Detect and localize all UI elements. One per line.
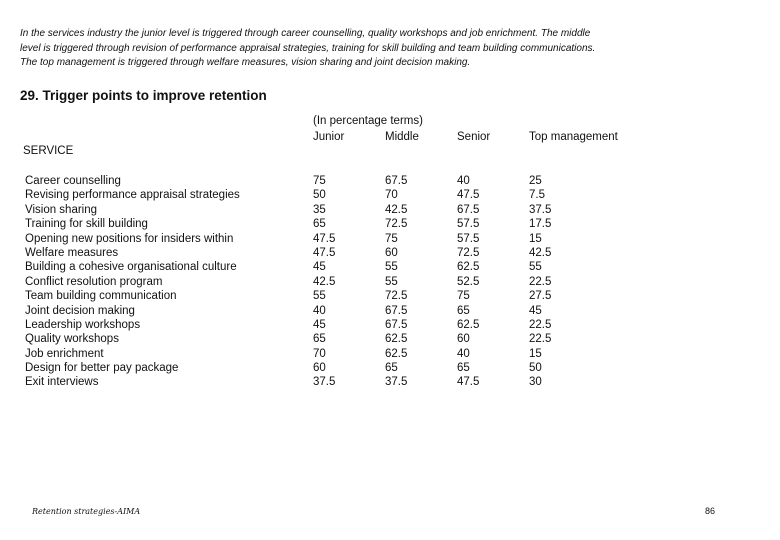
- junior-values-column: [313, 174, 335, 390]
- table-cell: 40: [313, 304, 326, 317]
- row-label: Training for skill building: [25, 218, 148, 231]
- table-cell: 42.5: [313, 275, 336, 288]
- table-cell: 37.5: [529, 203, 552, 216]
- table-cell: 47.5: [313, 232, 336, 245]
- table-cell: 60: [385, 246, 398, 259]
- table-cell: 52.5: [457, 275, 480, 288]
- senior-values-column: [457, 174, 479, 390]
- table-cell: 72.5: [457, 246, 480, 259]
- table-cell: 65: [385, 362, 398, 375]
- table-cell: 62.5: [457, 261, 480, 274]
- table-cell: 15: [529, 347, 542, 360]
- table-cell: 62.5: [385, 347, 408, 360]
- table-cell: 7.5: [529, 189, 545, 202]
- intro-line: In the services industry the junior level is triggered through career counselling, quality workshops and job enrichment. The middle: [20, 28, 591, 39]
- table-cell: 57.5: [457, 232, 480, 245]
- row-label: Vision sharing: [25, 203, 98, 216]
- table-cell: 47.5: [457, 376, 480, 389]
- table-cell: 65: [313, 218, 326, 231]
- table-cell: 30: [529, 376, 542, 389]
- table-cell: 47.5: [457, 189, 480, 202]
- column-header-junior: Junior: [313, 131, 345, 143]
- table-cell: 67.5: [385, 304, 408, 317]
- row-label: Exit interviews: [25, 376, 99, 389]
- table-cell: 42.5: [529, 246, 552, 259]
- table-cell: 65: [457, 362, 470, 375]
- table-cell: 75: [457, 290, 470, 303]
- row-labels-column: [25, 174, 240, 390]
- table-cell: 50: [313, 189, 326, 202]
- table-cell: 42.5: [385, 203, 408, 216]
- table-cell: 45: [313, 261, 326, 274]
- row-label: Team building communication: [25, 290, 177, 303]
- table-cell: 22.5: [529, 275, 552, 288]
- row-label: Conflict resolution program: [25, 275, 163, 288]
- table-cell: 62.5: [457, 318, 480, 331]
- table-subheader: (In percentage terms): [313, 115, 423, 127]
- table-cell: 55: [385, 261, 398, 274]
- row-label: Welfare measures: [25, 246, 119, 259]
- table-cell: 67.5: [385, 318, 408, 331]
- table-cell: 65: [313, 333, 326, 346]
- table-cell: 60: [313, 362, 326, 375]
- page-number: 86: [705, 506, 716, 516]
- table-cell: 40: [457, 347, 470, 360]
- table-cell: 75: [385, 232, 398, 245]
- table-cell: 75: [313, 175, 326, 187]
- table-cell: 37.5: [313, 376, 336, 389]
- column-header-top-management: Top management: [529, 131, 618, 143]
- middle-values-column: [385, 174, 407, 390]
- table-cell: 62.5: [385, 333, 408, 346]
- intro-paragraph: [20, 27, 720, 71]
- column-header-middle: Middle: [385, 131, 419, 143]
- table-cell: 55: [529, 261, 542, 274]
- table-cell: 22.5: [529, 318, 552, 331]
- table-cell: 57.5: [457, 218, 480, 231]
- table-cell: 70: [313, 347, 326, 360]
- row-label: Design for better pay package: [25, 362, 179, 375]
- top-management-values-column: [529, 174, 551, 390]
- table-cell: 45: [313, 318, 326, 331]
- row-label: Joint decision making: [25, 304, 135, 317]
- table-cell: 55: [313, 290, 326, 303]
- table-cell: 40: [457, 175, 470, 187]
- table-cell: 25: [529, 175, 542, 187]
- section-label: SERVICE: [23, 145, 74, 157]
- section-heading: 29. Trigger points to improve retention: [20, 88, 267, 103]
- table-cell: 35: [313, 203, 326, 216]
- table-cell: 22.5: [529, 333, 552, 346]
- table-cell: 67.5: [457, 203, 480, 216]
- row-label: Job enrichment: [25, 347, 104, 360]
- row-label: Career counselling: [25, 175, 121, 187]
- table-cell: 72.5: [385, 290, 408, 303]
- table-cell: 37.5: [385, 376, 408, 389]
- table-cell: 55: [385, 275, 398, 288]
- intro-line: The top management is triggered through welfare measures, vision sharing and joint decision making.: [20, 57, 471, 68]
- row-label: Quality workshops: [25, 333, 119, 346]
- footer-source: Retention strategies-AIMA: [32, 507, 141, 516]
- row-label: Building a cohesive organisational culture: [25, 261, 237, 274]
- table-cell: 45: [529, 304, 542, 317]
- table-cell: 65: [457, 304, 470, 317]
- table-cell: 72.5: [385, 218, 408, 231]
- column-header-senior: Senior: [457, 131, 491, 143]
- table-cell: 27.5: [529, 290, 552, 303]
- intro-line: level is triggered through revision of performance appraisal strategies, training for skill building and team building communications.: [20, 42, 596, 54]
- table-cell: 70: [385, 189, 398, 202]
- table-cell: 67.5: [385, 175, 408, 187]
- table-cell: 47.5: [313, 246, 336, 259]
- table-cell: 15: [529, 232, 542, 245]
- table-cell: 17.5: [529, 218, 552, 231]
- row-label: Revising performance appraisal strategies: [25, 189, 240, 202]
- row-label: Leadership workshops: [25, 318, 141, 331]
- table-cell: 50: [529, 362, 542, 375]
- table-cell: 60: [457, 333, 470, 346]
- row-label: Opening new positions for insiders within: [25, 232, 234, 245]
